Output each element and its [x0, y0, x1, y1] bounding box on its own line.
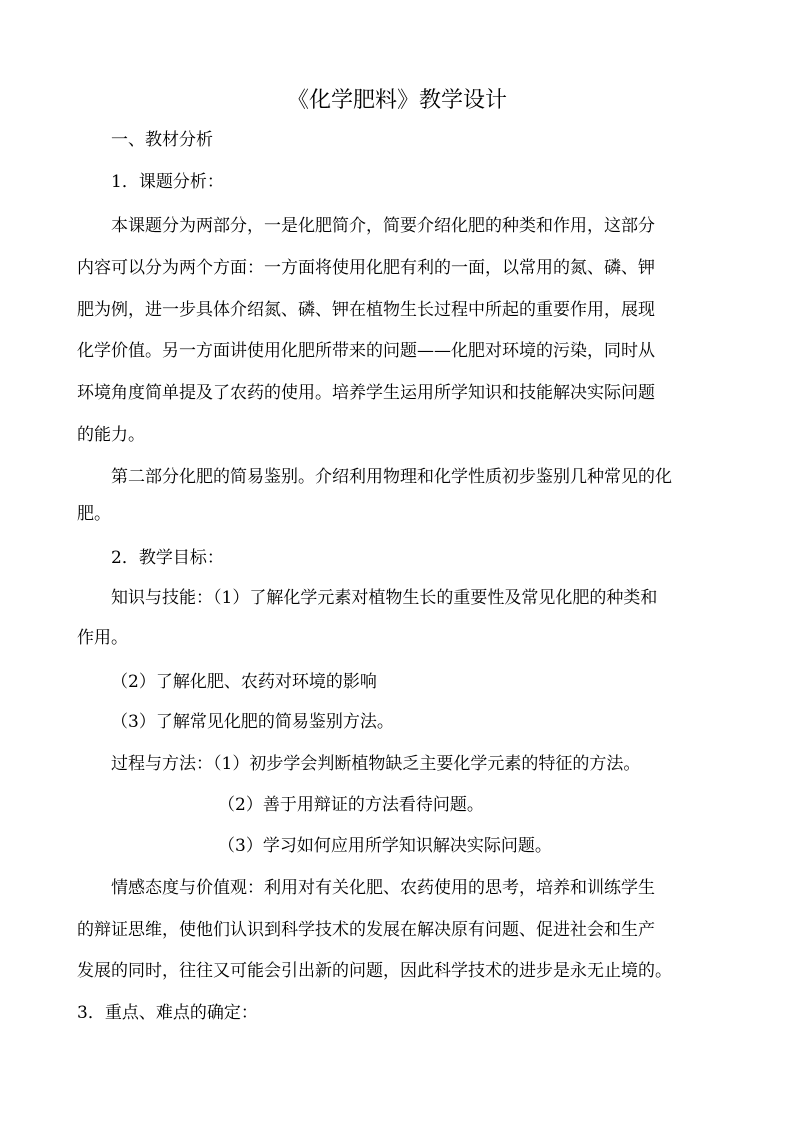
paragraph-line: 知识与技能：（1）了解化学元素对植物生长的重要性及常见化肥的种类和 [111, 588, 658, 608]
paragraph-line: 环境角度简单提及了农药的使用。培养学生运用所学知识和技能解决实际问题 [77, 383, 655, 403]
paragraph-line: 发展的同时，往往又可能会引出新的问题，因此科学技术的进步是永无止境的。 [77, 961, 672, 981]
paragraph-line: 内容可以分为两个方面：一方面将使用化肥有利的一面，以常用的氮、磷、钾 [77, 258, 655, 278]
paragraph-line: 第二部分化肥的简易鉴别。介绍利用物理和化学性质初步鉴别几种常见的化 [111, 467, 672, 487]
paragraph-line: 作用。 [77, 628, 128, 648]
paragraph-line: 的能力。 [77, 425, 145, 445]
section-heading-textbook-analysis: 一、教材分析 [111, 130, 213, 150]
paragraph-line: 肥为例，进一步具体介绍氮、磷、钾在植物生长过程中所起的重要作用，展现 [77, 300, 655, 320]
paragraph-line: （3）学习如何应用所学知识解决实际问题。 [218, 836, 552, 856]
paragraph-line: 的辩证思维，使他们认识到科学技术的发展在解决原有问题、促进社会和生产 [77, 920, 655, 940]
paragraph-line: 肥。 [77, 504, 111, 524]
paragraph-line: （2）了解化肥、农药对环境的影响 [111, 672, 377, 692]
paragraph-line: （2）善于用辩证的方法看待问题。 [218, 795, 484, 815]
paragraph-line: 本课题分为两部分，一是化肥简介，简要介绍化肥的种类和作用，这部分 [111, 216, 655, 236]
subheading-teaching-goals: 2．教学目标： [111, 548, 224, 568]
paragraph-line: （3）了解常见化肥的简易鉴别方法。 [111, 712, 394, 732]
paragraph-line: 过程与方法：（1）初步学会判断植物缺乏主要化学元素的特征的方法。 [111, 754, 641, 774]
paragraph-line: 情感态度与价值观：利用对有关化肥、农药使用的思考，培养和训练学生 [111, 878, 655, 898]
document-title: 《化学肥料》教学设计 [286, 88, 507, 113]
paragraph-line: 化学价值。另一方面讲使用化肥所带来的问题——化肥对环境的污染，同时从 [77, 341, 655, 361]
subheading-topic-analysis: 1．课题分析： [111, 172, 224, 192]
subheading-key-difficult-points: 3．重点、难点的确定： [77, 1003, 258, 1023]
